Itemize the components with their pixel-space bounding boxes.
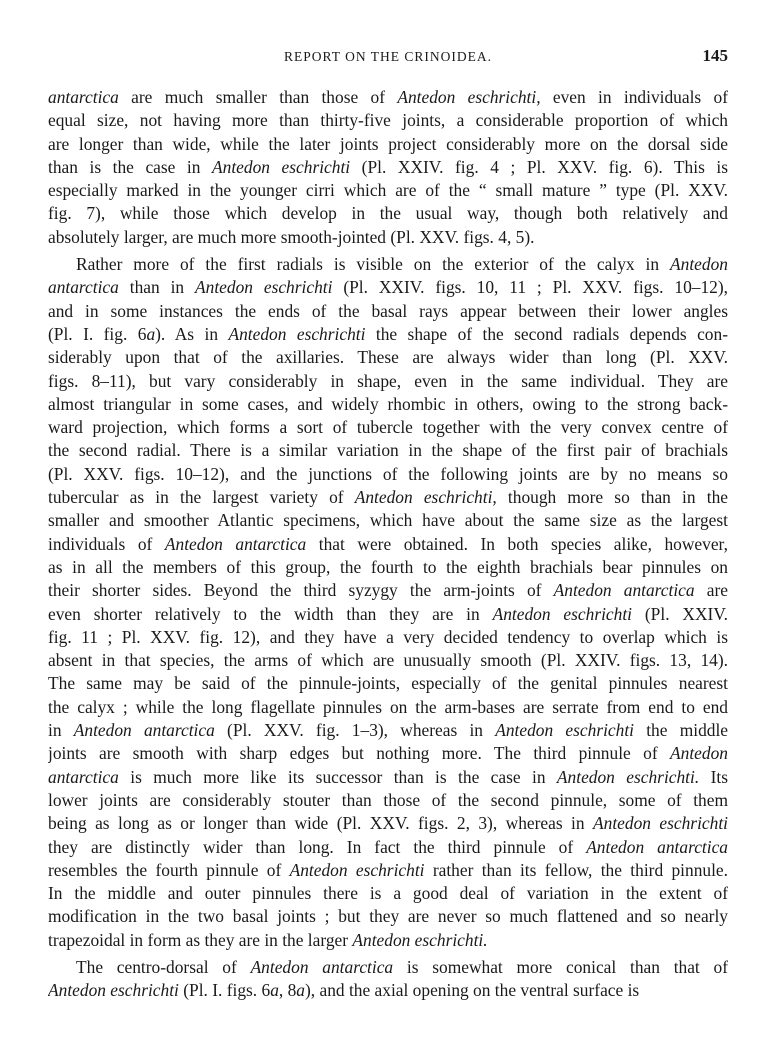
text-run: siderably upon that of the axillaries. These are always wider than long (Pl. XXV.: [48, 347, 728, 368]
text-run: being as long as or longer than wide (Pl. XXV. figs. 2, 3), whereas in: [48, 813, 594, 834]
text-run: (Pl. XXIV.: [632, 603, 728, 624]
italic-run: Antedon eschrichti: [593, 813, 728, 834]
text-run: (Pl. XXV. figs. 10–12), and the junctions of the following joints are by no means so: [48, 463, 728, 484]
text-run: ward projection, which forms a sort of tubercle together with the very convex centre of: [48, 417, 728, 438]
text-run: tubercular as in the largest variety of: [48, 487, 355, 508]
text-run: Its: [699, 766, 728, 787]
text-line: [48, 346, 728, 369]
italic-run: Antedon antarctica: [73, 720, 215, 741]
text-line: [48, 905, 728, 928]
italic-run: Antedon eschrichti,: [397, 87, 541, 107]
running-title: REPORT ON THE CRINOIDEA.: [284, 49, 492, 64]
text-run: especially marked in the younger cirri which are of the “ small mature ” type (Pl. XXV.: [48, 180, 728, 201]
text-run: than in: [118, 277, 195, 298]
text-run: joints are smooth with sharp edges but nothing more. The third pinnule of: [48, 743, 671, 764]
text-run: (Pl. XXIV. figs. 10, 11 ; Pl. XXV. figs. 10–12),: [332, 277, 728, 298]
text-line: [48, 836, 728, 859]
text-line: [48, 416, 728, 439]
text-line: [48, 276, 728, 299]
italic-run: antarctica: [48, 766, 119, 787]
text-line: [48, 133, 728, 156]
text-line: [48, 253, 728, 276]
text-run: equal size, not having more than thirty-five joints, a considerable proportion of which: [48, 110, 728, 131]
italic-run: a: [270, 980, 279, 1001]
italic-run: Antedon eschrichti.: [556, 766, 700, 787]
paragraph: [48, 86, 728, 249]
text-line: [48, 509, 728, 532]
text-run: the middle: [634, 720, 728, 741]
text-run: fig. 7), while those which develop in the usual way, though both relatively and: [48, 203, 728, 224]
text-line: [48, 156, 728, 179]
text-run: figs. 8–11), but vary considerably in shape, even in the same individual. They are: [48, 370, 728, 391]
italic-run: Antedon eschrichti: [289, 859, 425, 880]
text-line: [48, 533, 728, 556]
text-line: [48, 109, 728, 132]
italic-run: Antedon eschrichti: [228, 323, 366, 344]
text-run: smaller and smoother Atlantic specimens, which have about the same size as the largest: [48, 510, 728, 531]
italic-run: Antedon eschrichti.: [352, 929, 488, 950]
text-run: even shorter relatively to the width than they are in: [48, 603, 493, 624]
text-line: [48, 882, 728, 905]
text-run: that were obtained. In both species alike, however,: [306, 533, 728, 554]
text-run: (Pl. XXIV. fig. 4 ; Pl. XXV. fig. 6). This is: [350, 156, 728, 177]
text-run: rather than its fellow, the third pinnule.: [424, 859, 728, 880]
text-run: Rather more of the first radials is visible on the exterior of the calyx in: [76, 254, 671, 275]
text-line: [48, 323, 728, 346]
text-line: [48, 226, 728, 249]
text-line: [48, 603, 728, 626]
text-line: [48, 202, 728, 225]
italic-run: Antedon eschrichti: [195, 277, 333, 298]
text-line: [48, 742, 728, 765]
text-line: [48, 956, 728, 979]
text-line: [48, 859, 728, 882]
text-line: [48, 789, 728, 812]
text-run: resembles the fourth pinnule of: [48, 859, 290, 880]
text-line: [48, 719, 728, 742]
italic-run: antarctica: [48, 277, 119, 298]
text-run: ), and the axial opening on the ventral surface is: [305, 980, 640, 1001]
page-number: 145: [702, 46, 728, 65]
text-run: absolutely larger, are much more smooth-jointed (Pl. XXV. figs. 4, 5).: [48, 226, 535, 247]
text-line: [48, 463, 728, 486]
text-line: [48, 556, 728, 579]
italic-run: Antedon antarctica: [586, 836, 728, 857]
text-run: trapezoidal in form as they are in the larger: [48, 929, 353, 950]
body-text: [48, 86, 728, 1007]
text-run: than is the case in: [48, 156, 213, 177]
italic-run: Antedon eschrichti: [495, 720, 634, 741]
text-line: [48, 579, 728, 602]
italic-run: a: [296, 980, 305, 1001]
text-run: individuals of: [48, 533, 165, 554]
italic-run: antarctica: [48, 87, 119, 107]
text-run: almost triangular in some cases, and widely rhombic in others, owing to the strong back-: [48, 393, 728, 414]
text-line: [48, 929, 728, 952]
text-line: [48, 486, 728, 509]
text-run: the calyx ; while the long flagellate pinnules on the arm-bases are serrate from end to end: [48, 696, 728, 717]
italic-run: Antedon: [670, 254, 728, 275]
text-run: The same may be said of the pinnule-joints, especially of the genital pinnules nearest: [48, 673, 728, 694]
italic-run: Antedon antarctica: [164, 533, 307, 554]
text-run: are much smaller than those of: [118, 87, 398, 107]
italic-run: Antedon antarctica: [553, 580, 695, 601]
italic-run: Antedon eschrichti,: [354, 487, 497, 508]
text-run: are longer than wide, while the later joints project considerably more on the dorsal side: [48, 133, 728, 154]
text-run: the second radial. There is a similar variation in the shape of the first pair of brachials: [48, 440, 728, 461]
text-run: (Pl. I. fig. 6: [48, 323, 147, 344]
text-line: [48, 626, 728, 649]
italic-run: Antedon eschrichti: [212, 156, 351, 177]
text-run: modification in the two basal joints ; but they are never so much flattened and so nearly: [48, 906, 728, 927]
text-run: In the middle and outer pinnules there is a good deal of variation in the extent of: [48, 883, 728, 904]
text-run: though more so than in the: [496, 487, 728, 508]
italic-run: Antedon eschrichti: [492, 603, 633, 624]
text-line: [48, 439, 728, 462]
text-line: [48, 370, 728, 393]
text-run: is somewhat more conical than that of: [393, 956, 728, 977]
text-line: [48, 979, 728, 1002]
text-line: [48, 649, 728, 672]
text-run: are: [694, 580, 728, 601]
paragraph: [48, 956, 728, 1003]
text-line: [48, 393, 728, 416]
text-run: fig. 11 ; Pl. XXV. fig. 12), and they have a very decided tendency to overlap which is: [48, 626, 728, 647]
text-line: [48, 179, 728, 202]
text-line: [48, 696, 728, 719]
text-line: [48, 672, 728, 695]
text-run: absent in that species, the arms of which are unusually smooth (Pl. XXIV. figs. 13, 14).: [48, 650, 728, 671]
paragraph: [48, 253, 728, 952]
text-run: they are distinctly wider than long. In fact the third pinnule of: [48, 836, 587, 857]
italic-run: Antedon eschrichti: [48, 980, 179, 1001]
text-run: (Pl. XXV. fig. 1–3), whereas in: [214, 720, 496, 741]
text-run: and in some instances the ends of the basal rays appear between their lower angles: [48, 300, 728, 321]
text-line: [48, 812, 728, 835]
italic-run: a: [146, 323, 156, 344]
text-run: ). As in: [155, 323, 229, 344]
text-run: even in individuals of: [540, 87, 728, 107]
text-run: lower joints are considerably stouter than those of the second pinnule, some of them: [48, 789, 728, 810]
text-run: the shape of the second radials depends con-: [365, 323, 728, 344]
italic-run: Antedon: [670, 743, 728, 764]
text-run: in: [48, 720, 74, 741]
text-run: (Pl. I. figs. 6: [178, 980, 271, 1001]
text-line: [48, 86, 728, 109]
text-run: as in all the members of this group, the fourth to the eighth brachials bear pinnules on: [48, 556, 728, 577]
page-header: [48, 46, 728, 70]
text-line: [48, 766, 728, 789]
italic-run: Antedon antarctica: [250, 956, 394, 977]
text-line: [48, 300, 728, 323]
text-run: their shorter sides. Beyond the third syzygy the arm-joints of: [48, 580, 554, 601]
text-run: is much more like its successor than is the case in: [118, 766, 557, 787]
text-run: The centro-dorsal of: [76, 956, 251, 977]
text-run: , 8: [278, 980, 297, 1001]
